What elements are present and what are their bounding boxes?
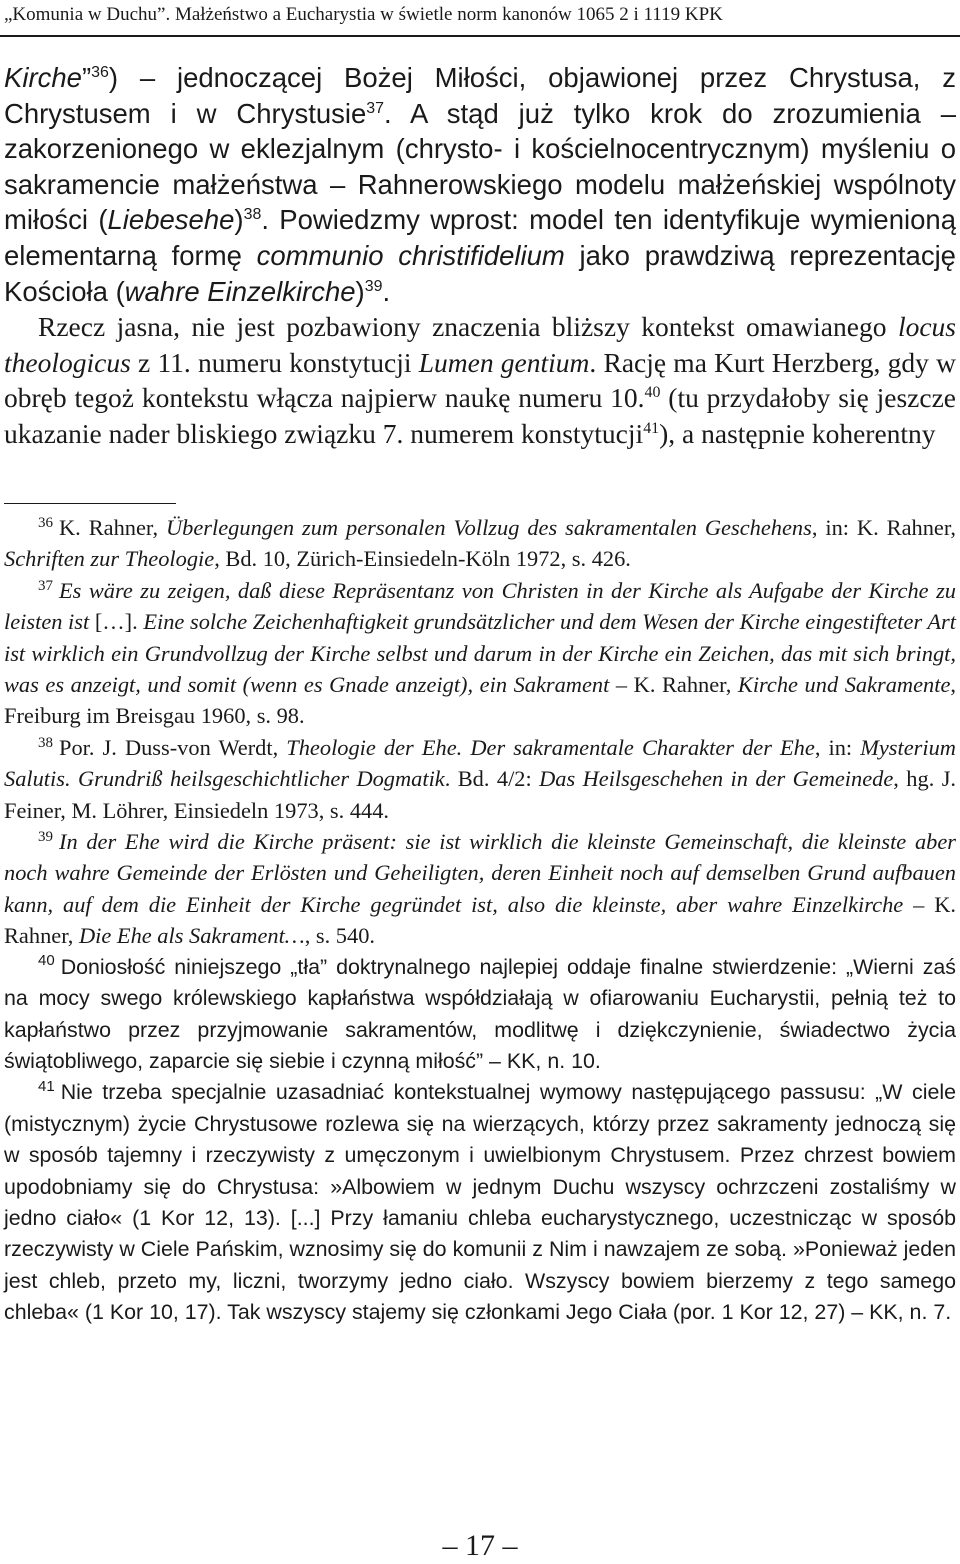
text-span: . Rację ma Kurt Herzberg, gdy w obręb tegoż kontekstu włącza najpierw naukę numeru 10. (4, 346, 956, 414)
text-span: ) (234, 204, 244, 236)
text-span: . Bd. 4/2: (444, 766, 540, 792)
footnote-ref-36: 36 (91, 64, 109, 82)
text-span: ), a następnie koherentny (659, 417, 936, 449)
footnote-number: 41 (38, 1078, 55, 1096)
main-text (4, 60, 956, 452)
text-span: Mysterium Salutis. Grundriß heilsgeschichtlicher Dogmatik (4, 734, 956, 792)
text-span: […]. (89, 609, 144, 635)
text-span: . Powiedzmy wprost: model ten identyfikuje wymienioną elementarną formę (4, 204, 956, 271)
text-span: Es wäre zu zeigen, daß diese Repräsentanz von Christen in der Kirche als Aufgabe der Kirche zu leisten ist (4, 577, 956, 635)
footnote-ref-40: 40 (644, 384, 661, 402)
text-span: , in: (814, 734, 861, 760)
page-number: – 17 – (442, 1529, 518, 1562)
footnote-number: 38 (38, 734, 53, 751)
text-span: Lumen gentium (418, 346, 590, 378)
text-span: – K. Rahner, (4, 891, 956, 949)
footnote-separator (4, 503, 176, 504)
text-span: locus theologicus (4, 311, 956, 378)
text-span: wahre Einzelkirche (124, 275, 356, 307)
text-span: ” (81, 62, 92, 93)
footnote-number: 37 (38, 577, 53, 594)
text-span: , hg. J. Feiner, M. Löhrer, Einsiedeln 1973, s. 444. (4, 766, 957, 823)
footnote-41 (4, 1077, 956, 1328)
footnote-ref-37: 37 (366, 99, 385, 117)
footnote-ref-38: 38 (243, 206, 262, 224)
text-span: Por. J. Duss-von Werdt, (59, 734, 287, 760)
paragraph-2 (4, 309, 956, 451)
text-span: Überlegungen zum personalen Vollzug des sakramentalen Geschehens (166, 515, 812, 540)
footnotes (4, 512, 956, 1329)
text-span: . A stąd już tylko krok do zrozumienia – zakorzenionego w eklezjalnym (chrysto- i kościelnocentrycznym) myśleniu o sakramencie małżeństwa – Rahnerowskiego modelu małżeńskiej wspólnoty miłości ( (4, 97, 956, 236)
text-span: Liebesehe (107, 204, 235, 236)
text-span: Schriften zur Theologie (4, 546, 215, 572)
text-span: z 11. numeru konstytucji (130, 346, 419, 378)
footnote-36 (4, 512, 956, 575)
footnote-39 (4, 826, 956, 952)
footnote-ref-41: 41 (643, 420, 660, 438)
header-rule (0, 35, 960, 37)
text-span: . (382, 275, 391, 307)
text-span: (tu przydałoby się jeszcze ukazanie nader bliskiego związku 7. numerem konstytucji (4, 382, 956, 449)
text-span: – K. Rahner, (609, 672, 738, 698)
footnote-number: 36 (38, 514, 53, 531)
footnote-number: 40 (38, 952, 55, 970)
footnote-38 (4, 732, 956, 826)
footnote-ref-39: 39 (364, 277, 383, 295)
text-span: Die Ehe als Sakrament… (78, 923, 305, 949)
footnote-text: Doniosłość niniejszego „tła” doktrynalnego najlepiej oddaje finalne stwierdzenie: „Wierni zaś na mocy swego królewskiego kapłaństwa współdziałają w ofiarowaniu Eucharystii, pełnią też to kapłaństwo przez przyjmowanie sakramentów, modlitwę i dziękczynienie, świadectwo życia świątobliwego, zaparcie się siebie i czynną miłość” – KK, n. 10. (4, 954, 956, 1073)
footnote-text: Nie trzeba specjalnie uzasadniać kontekstualnej wymowy następującego passusu: „W ciele (mistycznym) życie Chrystusowe rozlewa się na wierzących, którzy przez sakramenty jednoczą się w sposób tajemny i rzeczywisty z umęczonym i uwielbionym Chrystusem. Przez chrzest bowiem upodobniamy się do Chrystusa: »Albowiem w jednym Duchu wszyscy ochrzczeni zostaliśmy w jedno ciało« (1 Kor 12, 13). [...] Przy łamaniu chleba eucharystycznego, uczestnicząc w sposób rzeczywisty w Ciele Pańskim, wznosimy się do komunii z Nim i nawzajem ze sobą. »Ponieważ jeden jest chleb, przeto my, liczni, tworzymy jedno ciało. Wszyscy bowiem bierzemy z tego samego chleba« (1 Kor 10, 17). Tak wszyscy stajemy się członkami Jego Ciała (por. 1 Kor 12, 27) – KK, n. 7. (4, 1080, 956, 1325)
text-span: ) (355, 275, 365, 307)
text-span: Kirche und Sakramente (737, 672, 951, 698)
text-span: Das Heilsgeschehen in der Gemeinede (539, 766, 894, 792)
text-span: communio christifidelium (256, 239, 565, 271)
text-span: K. Rahner, (59, 515, 166, 540)
text-span: Theologie der Ehe. Der sakramentale Charakter der Ehe (286, 734, 815, 760)
text-span: jako prawdziwą reprezentację Kościoła ( (4, 239, 956, 307)
text-span: , Freiburg im Breisgau 1960, s. 98. (4, 672, 957, 729)
text-span: Rzecz jasna, nie jest pozbawiony znaczenia bliższy kontekst omawianego (38, 311, 898, 343)
text-span: , s. 540. (304, 923, 375, 949)
text-span: In der Ehe wird die Kirche präsent: sie ist wirklich die kleinste Gemeinschaft, die kleinste aber noch wahre Gemeinde der Erlösten und Geheiligten, deren Einheit noch auf demselben Grund aufbauen kann, auf dem die Einheit der Kirche gegründet ist, also die kleinste, aber wahre Einzelkirche (4, 829, 956, 917)
text-span: , in: K. Rahner, (811, 515, 956, 540)
text-span: , Bd. 10, Zürich-Einsiedeln-Köln 1972, s. 426. (214, 546, 631, 572)
footnote-40 (4, 952, 956, 1078)
footnote-37 (4, 575, 956, 732)
text-span: Eine solche Zeichenhaftigkeit grundsätzlicher und dem Wesen der Kirche eingestifteter Art ist wirklich ein Grundvollzug der Kirche selbst und darum in der Kirche ein Zeichen, das mit sich bringt, was es anzeigt, und somit (wenn es Gnade anzeigt), ein Sakrament (4, 609, 956, 698)
footnote-number: 39 (38, 828, 53, 845)
text-span: Kirche (4, 62, 82, 93)
running-head: „Komunia w Duchu”. Małżeństwo a Eucharystia w świetle norm kanonów 1065 2 i 1119 KPK (4, 4, 723, 25)
paragraph-1 (4, 60, 956, 309)
text-span: ) – jednoczącej Bożej Miłości, objawionej przez Chrystusa, z Chrystusem i w Chrystusie (4, 62, 956, 129)
